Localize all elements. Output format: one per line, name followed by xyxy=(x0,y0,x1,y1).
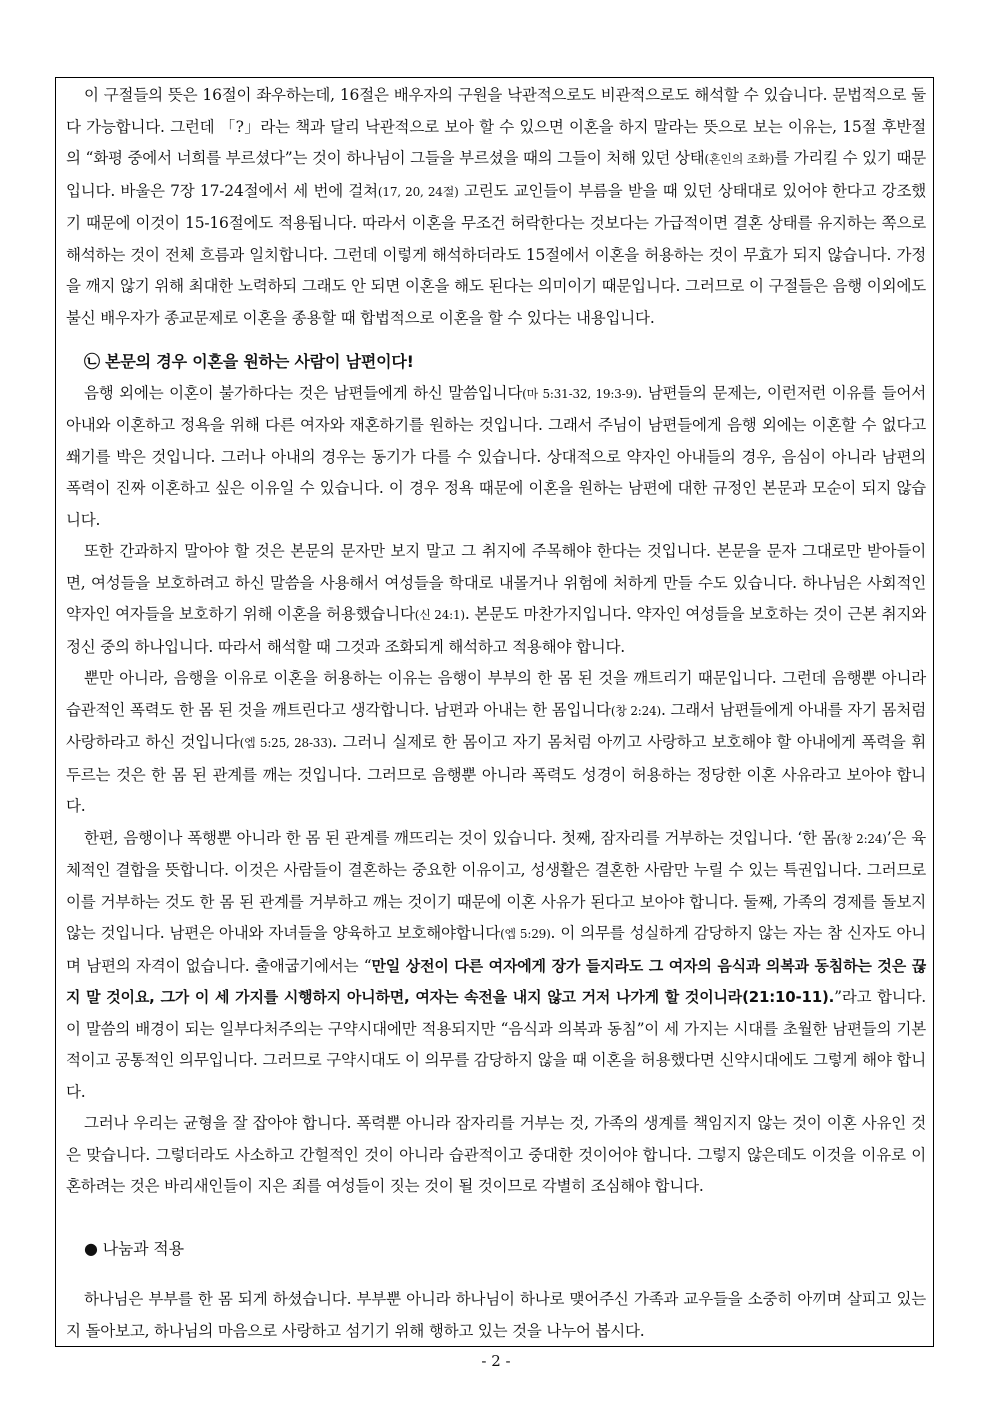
verse-reference: (창 2:24) xyxy=(610,703,661,718)
sharing-section-heading xyxy=(66,1233,926,1265)
text: . 그러니 실제로 한 몸이고 자기 몸처럼 아끼고 사랑하고 보호해야 할 아내에게 폭력을 휘두르는 것은 한 몸 된 관계를 깨는 것입니다. 그러므로 음행뿐 아니라 폭력도 성경이 허용하는 정당한 이혼 사유라고 보아야 합니다. xyxy=(66,733,926,815)
text: 음행 외에는 이혼이 불가하다는 것은 남편들에게 하신 말씀입니다 xyxy=(84,383,523,402)
paragraph-7: 하나님은 부부를 한 몸 되게 하셨습니다. 부부뿐 아니라 하나님이 하나로 맺어주신 가족과 교우들을 소중히 아끼며 살피고 있는지 돌아보고, 하나님의 마음으로 사랑하고 섬기기 위해 행하고 있는 것을 나누어 봅시다. xyxy=(66,1290,926,1340)
text: 또한 간과하지 말아야 할 것은 본문의 문자만 보지 말고 그 취지에 주목해야 한다는 것입니다. 본문을 문자 그대로만 받아들이면, 여성들을 보호하려고 하신 말씀을 사용해서 여성들을 학대로 내몰거나 위험에 처하게 만들 수도 있습니다. 하나님은 사회적인 약자인 여자들을 보호하기 위해 이혼을 허용했습니다 xyxy=(66,542,926,623)
paragraph-3 xyxy=(66,536,926,663)
verse-reference: (엡 5:25, 28-33) xyxy=(239,736,333,750)
sharing-section-title: 나눔과 적용 xyxy=(102,1238,184,1258)
text: 뿐만 아니라, 음행을 이유로 이혼을 허용하는 이유는 음행이 부부의 한 몸 된 것을 깨트리기 때문입니다. 그런데 음행뿐 아니라 습관적인 폭력도 한 몸 된 것을 깨트린다고 생각합니다. 남편과 아내는 한 몸입니다 xyxy=(66,669,926,719)
text: 를 가리킬 수 있기 때문입니다. 바울은 7장 17-24절에서 세 번에 걸쳐 xyxy=(66,149,926,200)
verse-reference: (신 24:1) xyxy=(414,608,465,622)
verse-reference: (창 2:24) xyxy=(836,831,887,846)
text: 이 구절들의 뜻은 16절이 좌우하는데, 16절은 배우자의 구원을 낙관적으로도 비관적으로도 해석할 수 있습니다. 문법적으로 둘 다 가능합니다. 그런데 「?」라는 책과 달리 낙관적으로 보아 할 수 있으면 이혼을 하지 말라는 뜻으로 보는 이유는, 15절 후반절의 “화평 중에서 너희를 부르셨다”는 것이 하나님이 그들을 부르셨을 때의 그들이 처해 있던 상태 xyxy=(66,86,926,167)
paragraph-6: 그러나 우리는 균형을 잘 잡아야 합니다. 폭력뿐 아니라 잠자리를 거부는 것, 가족의 생계를 책임지지 않는 것이 이혼 사유인 것은 맞습니다. 그렇더라도 사소하고 간헐적인 것이 아니라 습관적이고 중대한 것이어야 합니다. 그렇지 않은데도 이것을 이유로 이혼하려는 것은 바리새인들이 지은 죄를 여성들이 짓는 것이 될 것이므로 각별히 조심해야 합니다. xyxy=(66,1114,926,1195)
section-heading: ㉡ 본문의 경우 이혼을 원하는 사람이 남편이다! xyxy=(84,352,414,371)
paragraph-4 xyxy=(66,663,926,823)
verse-reference: (마 5:31-32, 19:3-9) xyxy=(522,386,638,401)
document-body xyxy=(66,80,926,1347)
paragraph-2 xyxy=(66,378,926,537)
page-number: - 2 - xyxy=(481,1352,511,1370)
paragraph-5 xyxy=(66,823,926,1109)
verse-reference: (엡 5:29) xyxy=(500,927,551,941)
text: . 이 의무를 성실하게 감당하지 않는 자는 참 신자도 아니며 남편의 자격이 없습니다. 출애굽기에서는 “ xyxy=(66,924,926,975)
text: ’은 육체적인 결합을 뜻합니다. 이것은 사람들이 결혼하는 중요한 이유이고, 성생활은 결혼한 사람만 누릴 수 있는 특권입니다. 그러므로 이를 거부하는 것도 한 몸 된 관계를 거부하고 깨는 것이기 때문에 이혼 사유가 된다고 보아야 합니다. 둘째, 가족의 경제를 돌보지 않는 것입니다. 남편은 아내와 자녀들을 양육하고 보호해야합니다 xyxy=(66,828,926,942)
bold-quote: 만일 상전이 다른 여자에게 장가 들지라도 그 여자의 음식과 의복과 동침하는 것은 끊지 말 것이요, 그가 이 세 가지를 시행하지 아니하면, 여자는 속전을 내지 않고 거저 나가게 할 것이니라(21:10-11). xyxy=(66,956,926,1006)
text: . 그래서 남편들에게 아내를 자기 몸처럼 사랑하라고 하신 것입니다 xyxy=(66,700,926,751)
text: . 본문도 마찬가지입니다. 약자인 여성들을 보호하는 것이 근본 취지와 정신 중의 하나입니다. 따라서 해석할 때 그것과 조화되게 해석하고 적용해야 합니다. xyxy=(66,605,926,656)
text: . 남편들의 문제는, 이런저런 이유를 들어서 아내와 이혼하고 정욕을 위해 다른 여자와 재혼하기를 원하는 것입니다. 그래서 주님이 남편들에게 음행 외에는 이혼할 수 없다고 쐐기를 박은 것입니다. 그러나 아내의 경우는 동기가 다를 수 있습니다. 상대적으로 약자인 아내들의 경우, 음심이 아니라 남편의 폭력이 진짜 이혼하고 싶은 이유일 수 있습니다. 이 경우 정욕 때문에 이혼을 원하는 남편에 대한 규정인 본문과 모순이 되지 않습니다. xyxy=(66,383,926,529)
verse-reference: (17, 20, 24절) xyxy=(377,184,459,199)
text: ”라고 합니다. 이 말씀의 배경이 되는 일부다처주의는 구약시대에만 적용되지만 “음식과 의복과 동침”이 세 가지는 시대를 초월한 남편들의 기본적이고 공통적인 의무입니다. 그러므로 구약시대도 이 의무를 감당하지 않을 때 이혼을 허용했다면 신약시대에도 그렇게 해야 합니다. xyxy=(66,988,927,1101)
text: 한편, 음행이나 폭행뿐 아니라 한 몸 된 관계를 깨뜨리는 것이 있습니다. 첫째, 잠자리를 거부하는 것입니다. ‘한 몸 xyxy=(84,828,837,847)
paragraph-1 xyxy=(66,80,926,334)
bullet-icon: ● xyxy=(84,1238,98,1258)
text: 고린도 교인들이 부름을 받을 때 있던 상태대로 있어야 한다고 강조했기 때문에 이것이 15-16절에도 적용됩니다. 따라서 이혼을 무조건 허락한다는 것보다는 가급적이면 결혼 상태를 유지하는 쪽으로 해석하는 것이 전체 흐름과 일치합니다. 그런데 이렇게 해석하더라도 15절에서 이혼을 허용하는 것이 무효가 되지 않습니다. 가정을 깨지 않기 위해 최대한 노력하되 그래도 안 되면 이혼을 해도 된다는 의미이기 때문입니다. 그러므로 이 구절들은 음행 이외에도 불신 배우자가 종교문제로 이혼을 종용할 때 합법적으로 이혼을 할 수 있다는 내용입니다. xyxy=(66,181,926,327)
annotation: (혼인의 조화) xyxy=(704,152,775,166)
